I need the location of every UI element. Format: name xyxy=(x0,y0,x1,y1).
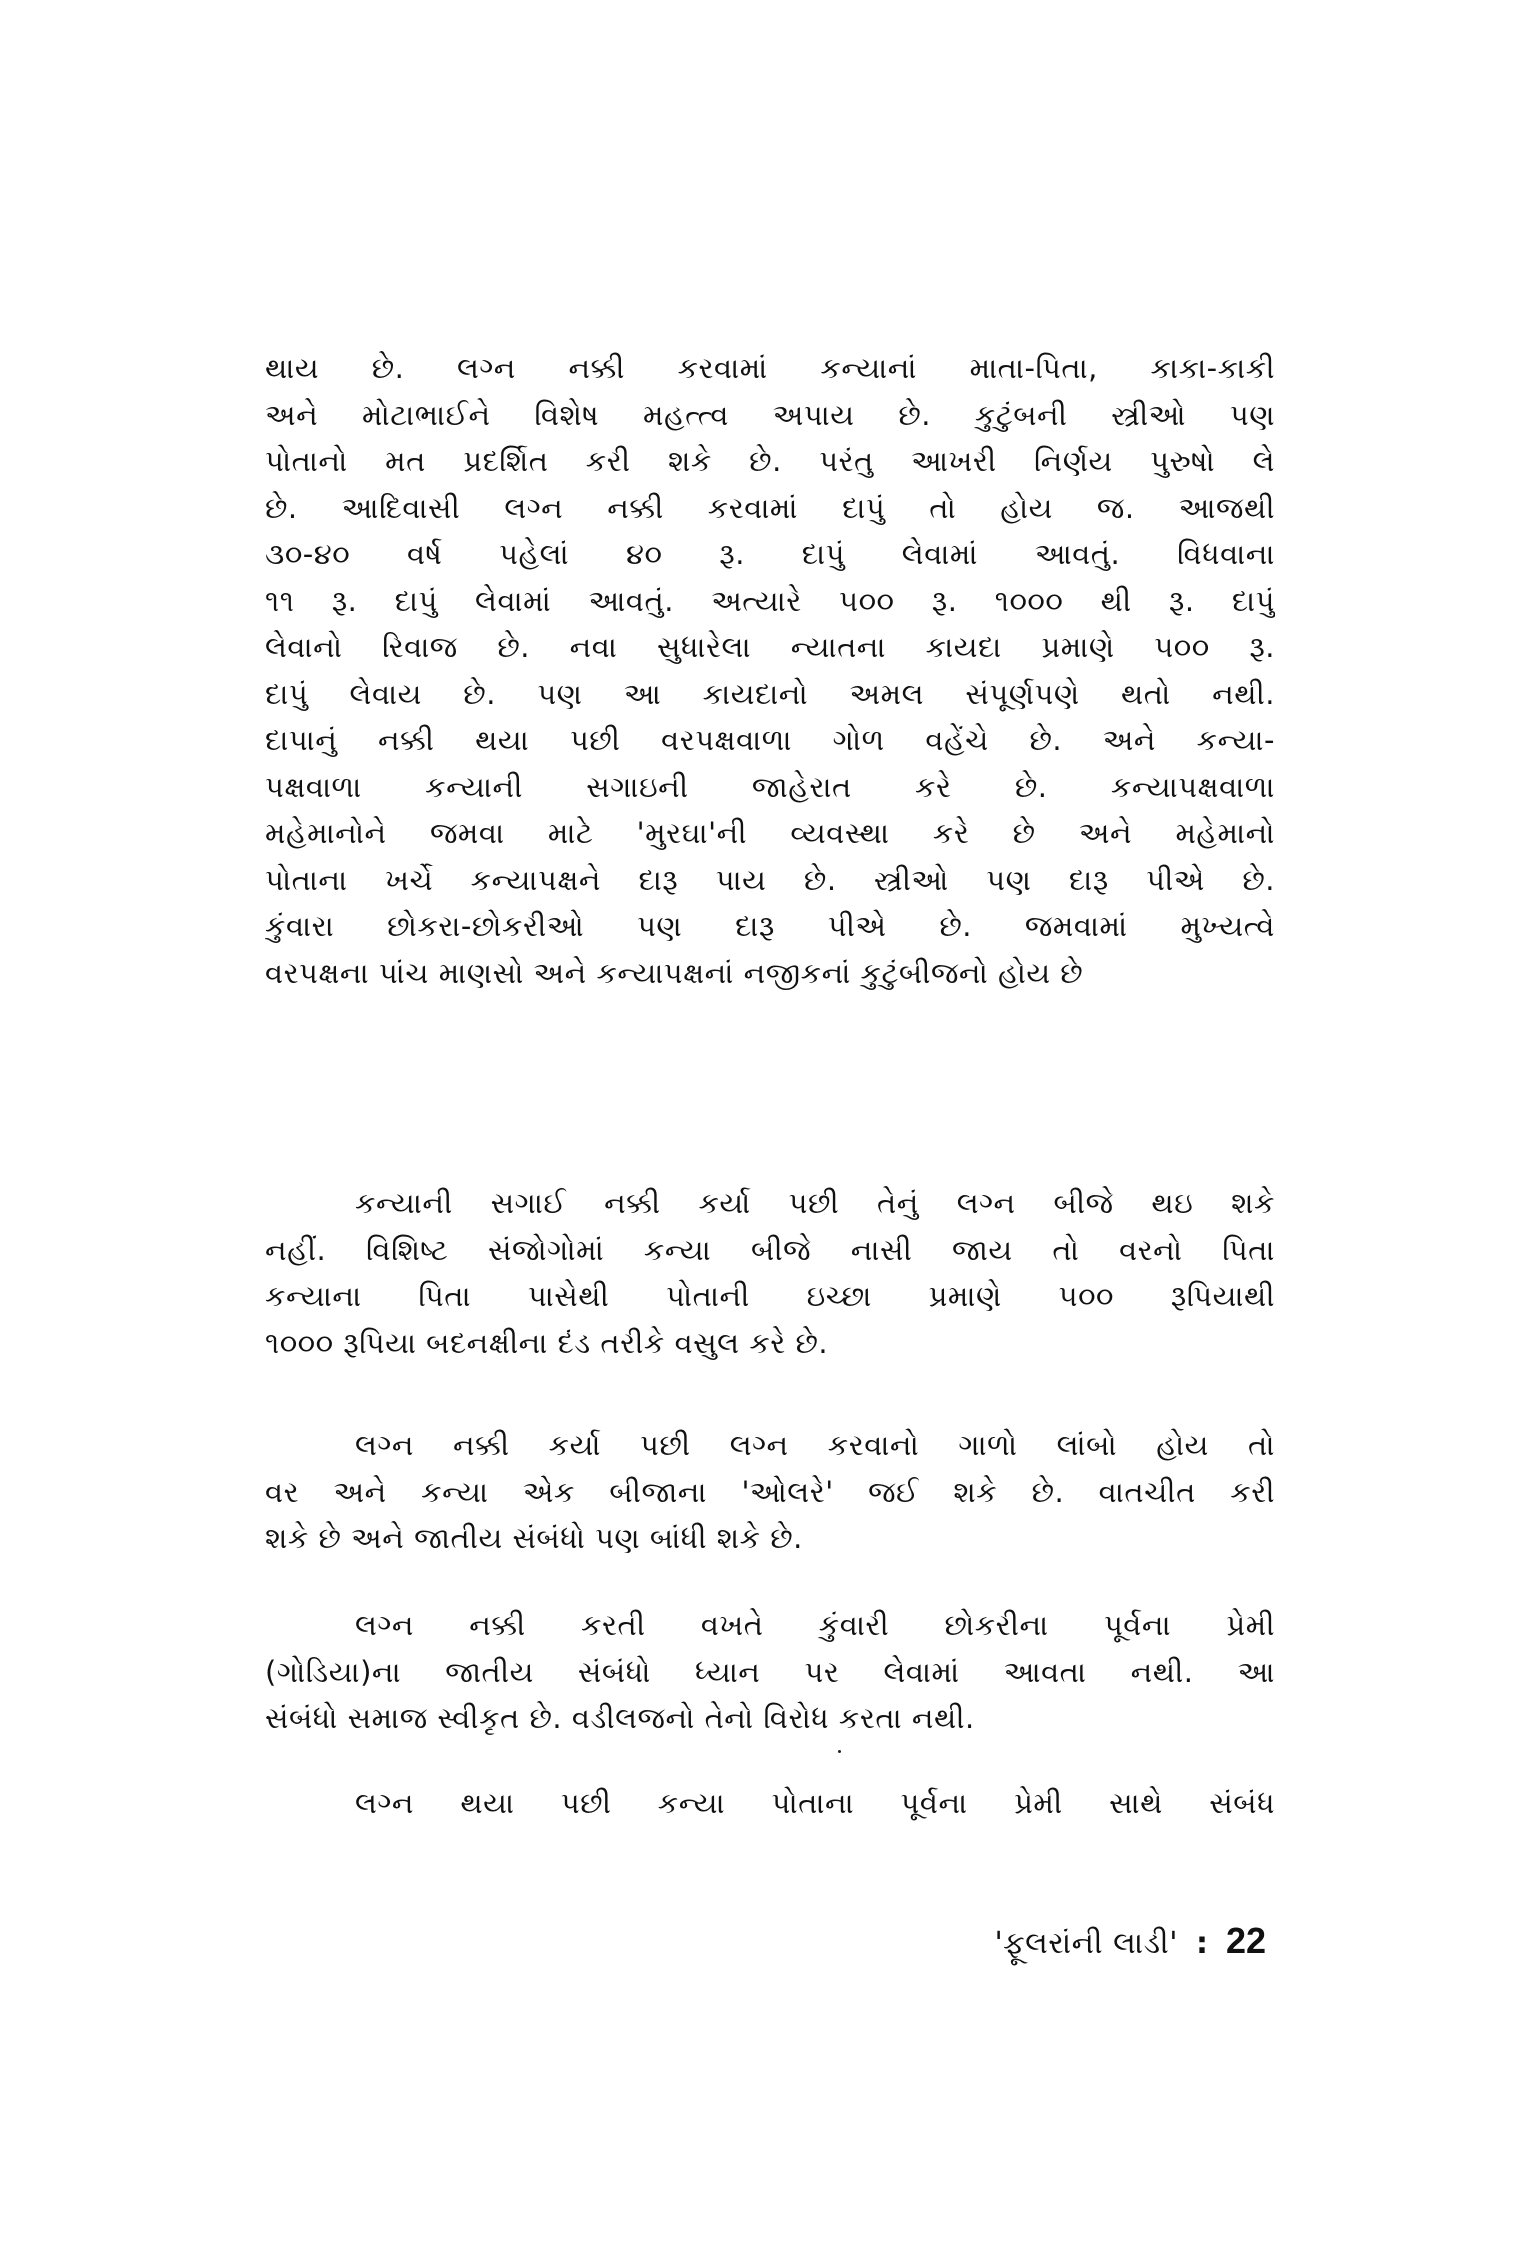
text-line: ૧૦૦૦ રૂપિયા બદનક્ષીના દંડ તરીકે વસુલ કરે છે. xyxy=(265,1325,829,1360)
ink-dot xyxy=(838,1750,841,1753)
text-line: પક્ષવાળા કન્યાની સગાઇની જાહેરાત કરે છે. કન્યાપક્ષવાળા xyxy=(265,769,1275,804)
text-line: વરપક્ષના પાંચ માણસો અને કન્યાપક્ષનાં નજીકનાં કુટુંબીજનો હોય છે xyxy=(265,955,1084,990)
text-line: કન્યાની સગાઈ નક્કી કર્યા પછી તેનું લગ્ન બીજે થઇ શકે xyxy=(355,1186,1275,1220)
text-line: શકે છે અને જાતીય સંબંધો પણ બાંધી શકે છે. xyxy=(265,1521,803,1555)
text-line: થાય છે. લગ્ન નક્કી કરવામાં કન્યાનાં માતા-પિતા, કાકા-કાકી xyxy=(265,351,1275,385)
text-line: છે. આદિવાસી લગ્ન નક્કી કરવામાં દાપું તો હોય જ. આજથી xyxy=(265,490,1275,525)
text-line: દાપું લેવાય છે. પણ આ કાયદાનો અમલ સંપૂર્ણપણે થતો નથી. xyxy=(265,676,1275,711)
paragraph-4 xyxy=(265,1602,1275,1742)
text-line: લેવાનો રિવાજ છે. નવા સુધારેલા ન્યાતના કાયદા પ્રમાણે ૫૦૦ રૂ. xyxy=(265,630,1275,664)
paragraph-2 xyxy=(265,1180,1275,1366)
text-line: નહીં. વિશિષ્ટ સંજોગોમાં કન્યા બીજે નાસી જાય તો વરનો પિતા xyxy=(265,1232,1275,1267)
text-line: ૩૦-૪૦ વર્ષ પહેલાં ૪૦ રૂ. દાપું લેવામાં આવતું. વિધવાના xyxy=(265,537,1275,571)
text-line: (ગોડિયા)ના જાતીય સંબંધો ધ્યાન પર લેવામાં આવતા નથી. આ xyxy=(265,1654,1275,1689)
running-title: 'ફૂલરાંની લાડી' xyxy=(994,1926,1178,1961)
text-line: ૧૧ રૂ. દાપું લેવામાં આવતું. અત્યારે ૫૦૦ રૂ. ૧૦૦૦ થી રૂ. દાપું xyxy=(265,583,1275,618)
footer-separator: : xyxy=(1195,1926,1208,1961)
text-line: પોતાનો મત પ્રદર્શિત કરી શકે છે. પરંતુ આખરી નિર્ણય પુરુષો લે xyxy=(265,444,1275,478)
page-number: 22 xyxy=(1225,1920,1266,1961)
text-line: પોતાના ખર્ચે કન્યાપક્ષને દારૂ પાય છે. સ્ત્રીઓ પણ દારૂ પીએ છે. xyxy=(265,862,1275,897)
text-line: લગ્ન નક્કી કરતી વખતે કુંવારી છોકરીના પૂર્વના પ્રેમી xyxy=(355,1608,1275,1642)
text-line: મહેમાનોને જમવા માટે 'મુરઘા'ની વ્યવસ્થા કરે છે અને મહેમાનો xyxy=(265,816,1275,850)
paragraph-1 xyxy=(265,345,1275,996)
paragraph-3 xyxy=(265,1422,1275,1562)
paragraph-5 xyxy=(265,1780,1275,1827)
text-line: સંબંધો સમાજ સ્વીકૃત છે. વડીલજનો તેનો વિરોધ કરતા નથી. xyxy=(265,1701,975,1735)
text-line: કન્યાના પિતા પાસેથી પોતાની ઇચ્છા પ્રમાણે ૫૦૦ રૂપિયાથી xyxy=(265,1279,1275,1313)
text-line: અને મોટાભાઈને વિશેષ મહત્ત્વ અપાય છે. કુટુંબની સ્ત્રીઓ પણ xyxy=(265,397,1275,432)
text-line: કુંવારા છોકરા-છોકરીઓ પણ દારૂ પીએ છે. જમવામાં મુખ્યત્વે xyxy=(265,909,1275,943)
text-line: વર અને કન્યા એક બીજાના 'ઓલરે' જઈ શકે છે. વાતચીત કરી xyxy=(265,1474,1275,1509)
text-line: દાપાનું નક્કી થયા પછી વરપક્ષવાળા ગોળ વહેંચે છે. અને કન્યા- xyxy=(265,723,1275,757)
text-line: લગ્ન નક્કી કર્યા પછી લગ્ન કરવાનો ગાળો લાંબો હોય તો xyxy=(355,1428,1275,1462)
page-footer xyxy=(994,1920,1266,1962)
text-line: લગ્ન થયા પછી કન્યા પોતાના પૂર્વના પ્રેમી સાથે સંબંધ xyxy=(355,1786,1275,1820)
